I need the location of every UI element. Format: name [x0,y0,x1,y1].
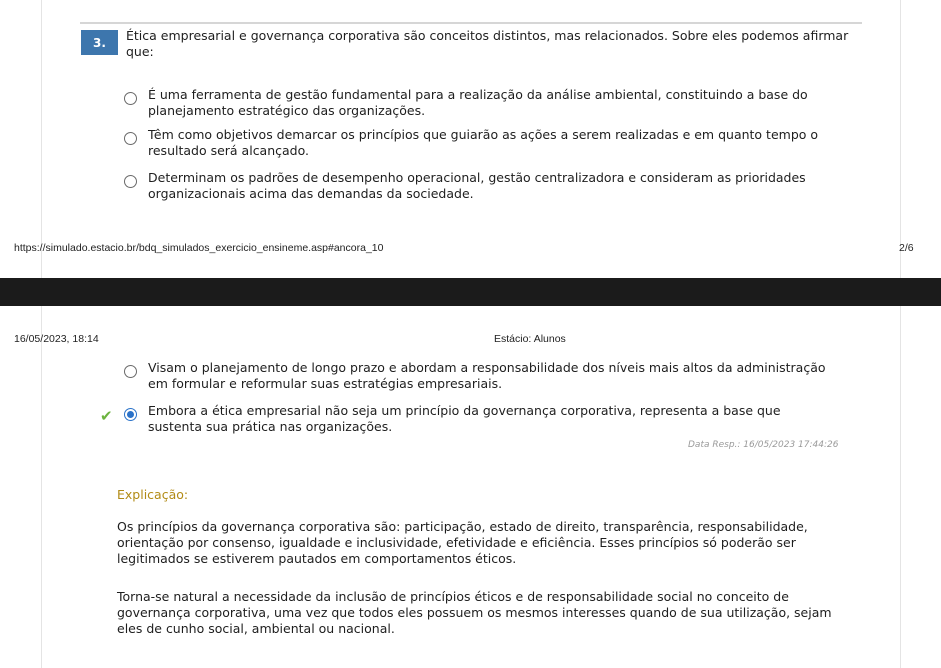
option-label: É uma ferramenta de gestão fundamental para a realização da análise ambiental, constituindo a base do planejamento estratégico das organizações. [148,87,808,118]
divider [80,22,862,24]
response-date: Data Resp.: 16/05/2023 17:44:26 [688,440,839,450]
print-footer-url: https://simulado.estacio.br/bdq_simulados_exercicio_ensineme.asp#ancora_10 [14,242,384,254]
radio-button-selected[interactable] [124,408,137,421]
option-label: Determinam os padrões de desempenho operacional, gestão centralizadora e consideram as prioridades organizacionais acima das demandas da sociedade. [148,170,806,201]
explanation-paragraph: Os princípios da governança corporativa são: participação, estado de direito, transparência, responsabilidade, orientação por consenso, igualdade e inclusividade, efetividade e eficiência. Esses princípios só poderão ser legitimados se estiverem pautados em comportamentos éticos. [117,519,808,566]
radio-button[interactable] [124,175,137,188]
explanation-paragraph: Torna-se natural a necessidade da inclusão de princípios éticos e de responsabilidade social no conceito de governança corporativa, uma vez que todos eles possuem os mesmos interesses quando de sua utilização, sejam eles de cunho social, ambiental ou nacional. [117,589,832,636]
radio-button[interactable] [124,365,137,378]
explanation-title: Explicação: [117,487,189,502]
print-header-title: Estácio: Alunos [494,333,566,345]
print-header-datetime: 16/05/2023, 18:14 [14,333,99,345]
print-footer-page-number: 2/6 [899,242,914,254]
radio-button[interactable] [124,92,137,105]
question-text: Ética empresarial e governança corporativa são conceitos distintos, mas relacionados. Sobre eles podemos afirmar que: [126,28,849,59]
option-label: Visam o planejamento de longo prazo e abordam a responsabilidade dos níveis mais altos da administração em formular e reformular suas estratégias empresariais. [148,360,826,391]
question-number-badge: 3. [81,30,118,55]
check-icon: ✔ [100,407,113,425]
radio-button[interactable] [124,132,137,145]
printed-page-top [0,0,941,278]
page-separator [0,278,941,306]
option-label: Embora a ética empresarial não seja um princípio da governança corporativa, representa a base que sustenta sua prática nas organizações. [148,403,781,434]
option-label: Têm como objetivos demarcar os princípios que guiarão as ações a serem realizadas e em quanto tempo o resultado será alcançado. [148,127,819,158]
